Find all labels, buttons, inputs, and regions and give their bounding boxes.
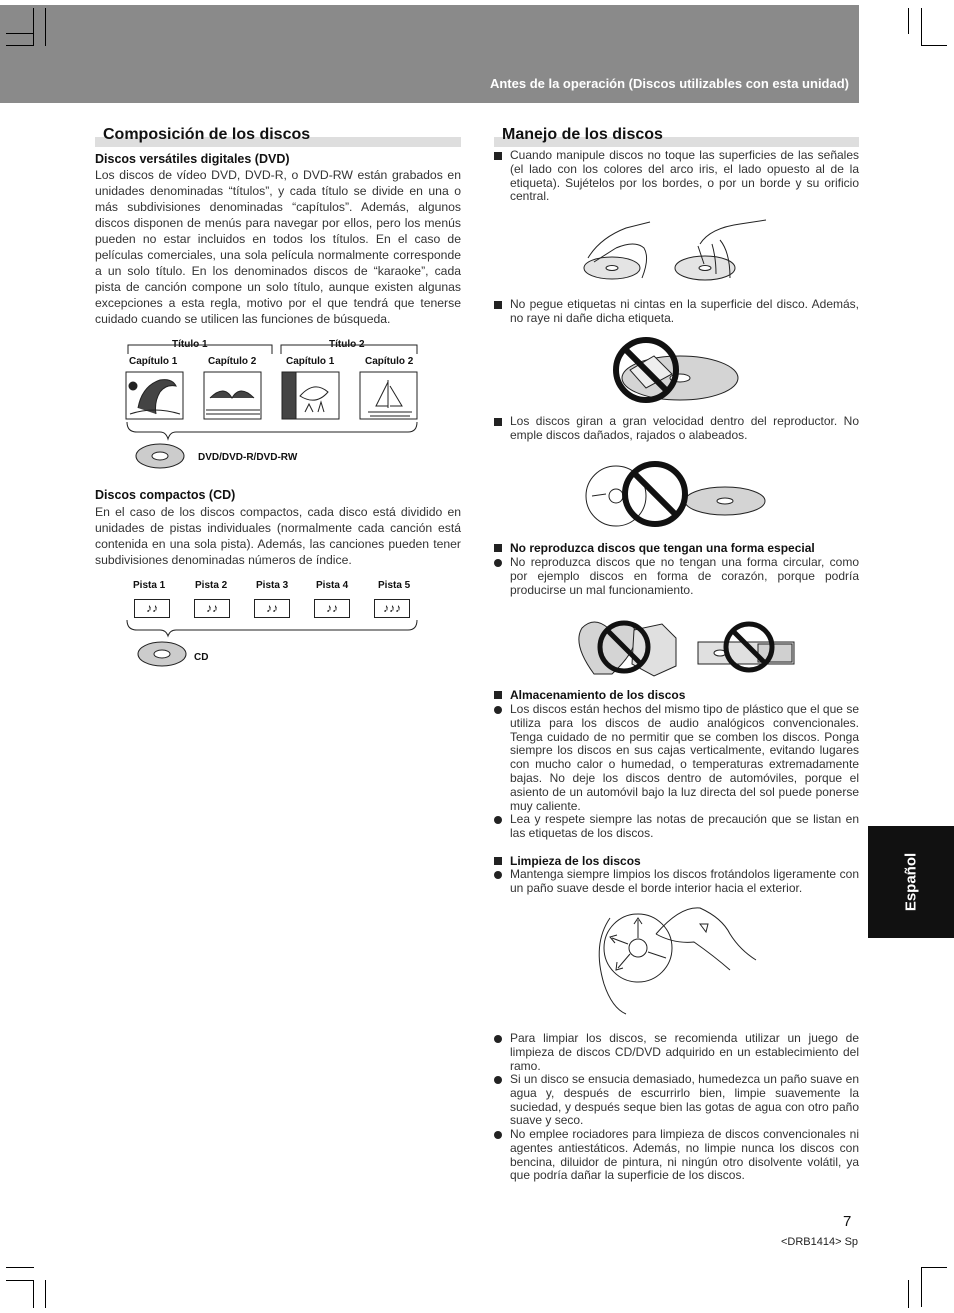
track-note-box: ♪♪ [254, 599, 290, 618]
cleaning-body-1: Mantenga siempre limpios los discos frotándolos ligeramente con un paño suave desde el borde interior hacia el exterior. [510, 867, 859, 895]
handling-bullet-1: Cuando manipule discos no toque las superficies de las señales (el lado con los colores del arco iris, el lado opuesto al de la etiqueta). Sujételos por los bordes, o por un borde y su orificio central. [510, 148, 859, 204]
round-bullet [494, 871, 502, 879]
title-2-label: Título 2 [329, 339, 365, 350]
crop-mark [45, 1280, 46, 1308]
chapter-label: Capítulo 1 [286, 356, 335, 367]
language-tab-label: Español [902, 852, 920, 912]
track-label: Pista 1 [133, 580, 166, 591]
cd-disc-label: CD [194, 652, 209, 663]
storage-body-1: Los discos están hechos del mismo tipo de plástico que el que se utiliza para los discos de audio analógicos convencionales. Tenga cuidado de no permitir que se comben los discos. Ponga siempre los discos en sus cajas verticalmente, evitando lugares con mucho calor o humedad, o temperaturas extremadamente bajas. No deje los discos dentro de automóviles, porque el asiento de un automóvil bajo la luz directa del sol puede ponerse muy caliente. [510, 702, 859, 813]
round-bullet [494, 559, 502, 567]
crop-mark [921, 1267, 947, 1268]
track-note-box: ♪♪♪ [374, 599, 410, 618]
title-1-label: Título 1 [172, 339, 208, 350]
track-note-box: ♪♪ [194, 599, 230, 618]
track-label: Pista 2 [195, 580, 228, 591]
cleaning-body-4: No emplee rociadores para limpieza de discos convencionales ni agentes antiestáticos. Además, no limpie nunca los discos con bencina, diluidor de pintura, ni ningún otro disolvente volátil, ya que podría dañar la superficie de los discos. [510, 1127, 859, 1183]
round-bullet [494, 1131, 502, 1139]
cd-body: En el caso de los discos compactos, cada disco está dividido en unidades de pistas individuales (normalmente cada canción está contenida en una sola pista). Además, las canciones pueden tener subdivisiones denominadas números de índice. [95, 505, 461, 567]
language-tab [868, 826, 954, 938]
page-number: 7 [843, 1213, 852, 1230]
crop-mark [6, 1267, 34, 1268]
storage-heading: Almacenamiento de los discos [510, 688, 686, 702]
section-title-handling: Manejo de los discos [502, 126, 663, 143]
track-note-box: ♪♪ [134, 599, 170, 618]
cleaning-heading: Limpieza de los discos [510, 854, 641, 868]
crop-mark [6, 1280, 34, 1281]
disc-holding-illustration [580, 218, 780, 288]
header-title: Antes de la operación (Discos utilizables con esta unidad) [489, 76, 849, 91]
chapter-label: Capítulo 2 [208, 356, 257, 367]
square-bullet [494, 152, 502, 160]
square-bullet [494, 691, 502, 699]
crop-mark [908, 1280, 909, 1308]
chapter-label: Capítulo 2 [365, 356, 414, 367]
round-bullet [494, 1035, 502, 1043]
crop-mark [908, 8, 909, 34]
handling-bullet-2: No pegue etiquetas ni cintas en la superficie del disco. Además, no raye ni dañe dicha etiqueta. [510, 297, 859, 325]
special-shape-body: No reproduzca discos que no tengan una forma circular, como por ejemplo discos en forma de corazón, porque podría producirse un mal funcionamiento. [510, 555, 859, 597]
dvd-heading: Discos versátiles digitales (DVD) [95, 152, 290, 166]
square-bullet [494, 544, 502, 552]
handling-bullet-3: Los discos giran a gran velocidad dentro del reproductor. No emple discos dañados, rajados o alabeados. [510, 414, 859, 442]
crop-mark [921, 45, 947, 46]
track-label: Pista 5 [378, 580, 411, 591]
section-title-composition: Composición de los discos [103, 126, 311, 143]
crop-mark [921, 8, 922, 46]
doc-reference: <DRB1414> Sp [781, 1236, 859, 1248]
round-bullet [494, 1076, 502, 1084]
storage-body-2: Lea y respete siempre las notas de precaución que se listan en las etiquetas de los discos. [510, 812, 859, 840]
crop-mark [6, 33, 34, 34]
no-label-illustration [610, 334, 742, 404]
round-bullet [494, 816, 502, 824]
crop-mark [45, 8, 46, 46]
disc-cleaning-illustration [590, 904, 760, 1016]
cd-structure-diagram [120, 618, 430, 674]
square-bullet [494, 857, 502, 865]
header-band [0, 5, 859, 103]
damaged-disc-illustration [580, 456, 770, 530]
crop-mark [921, 1267, 922, 1307]
dvd-disc-label: DVD/DVD-R/DVD-RW [198, 452, 298, 463]
special-shape-heading: No reproduzca discos que tengan una forma especial [510, 541, 815, 555]
crop-mark [33, 1280, 34, 1308]
square-bullet [494, 418, 502, 426]
square-bullet [494, 301, 502, 309]
cleaning-body-2: Para limpiar los discos, se recomienda utilizar un juego de limpieza de discos CD/DVD adquirido en un establecimiento del ramo. [510, 1031, 859, 1073]
track-label: Pista 4 [316, 580, 349, 591]
track-note-box: ♪♪ [314, 599, 350, 618]
cleaning-body-3: Si un disco se ensucia demasiado, humedezca un paño suave en agua y, después de escurrirlo bien, limpie suavemente la suciedad, y después seque bien las gotas de agua con otro paño suave y seco. [510, 1072, 859, 1128]
round-bullet [494, 706, 502, 714]
crop-mark [33, 8, 34, 46]
chapter-label: Capítulo 1 [129, 356, 178, 367]
crop-mark [6, 45, 34, 46]
dvd-body: Los discos de vídeo DVD, DVD-R, o DVD-RW están grabados en unidades denominadas “títulos”, y cada título se divide en una o más subdivisiones denominadas “capítulos”. Además, algunos discos disponen de menús para navegar por ellos, pero los menús pueden no estar incluidos en todos los títulos. En el caso de películas comerciales, una sola película normalmente corresponde a un solo título. En los denominados discos de “karaoke”, cada pista de canción compone un solo título, aunque existen algunas excepciones a esta regla, motivo por el que tendrá que tenerse cuidado cuando se utilicen las funciones de búsqueda. [95, 168, 461, 326]
cd-heading: Discos compactos (CD) [95, 488, 236, 502]
odd-shape-discs-illustration [572, 614, 804, 680]
track-label: Pista 3 [256, 580, 289, 591]
